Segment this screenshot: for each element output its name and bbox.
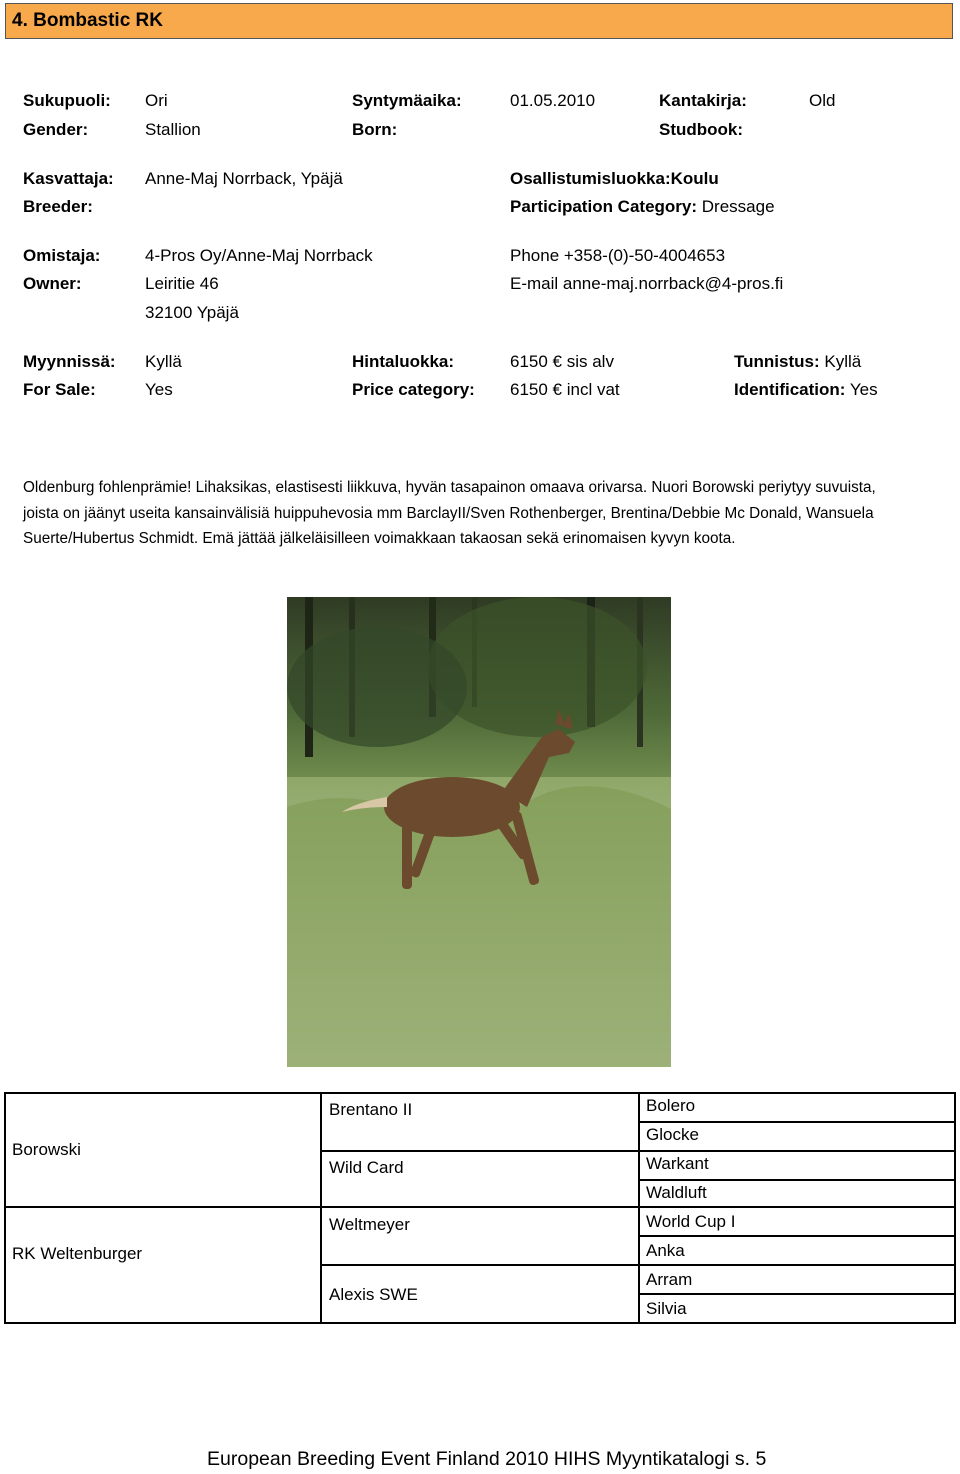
owner-line2: Leiritie 46: [145, 274, 219, 293]
description: Oldenburg fohlenprämie! Lihaksikas, elastisesti liikkuva, hyvän tasapainon omaava orivarsa. Nuori Borowski periytyy suvuista, joista on jäänyt useita kansainvälisiä huippuhevosia mm BarclayII/Sven Rothenberger, Brentina/Debbie Mc Donald, Wansuela Suerte/Hubertus Schmidt. Emä jättää jälkeläisilleen voimakkaan takaosan sekä erinomaisen kyvyn koota.: [23, 479, 876, 547]
studbook-fi-label: Kantakirja:: [659, 91, 747, 110]
id-fi-label: Tunnistus:: [734, 352, 820, 371]
category-fi: Osallistumisluokka:Koulu: [510, 169, 719, 188]
owner-line1: 4-Pros Oy/Anne-Maj Norrback: [145, 246, 373, 265]
pedigree-sire: Borowski: [12, 1140, 81, 1159]
pedigree-great-grandparent: Arram: [646, 1270, 693, 1289]
breeder-en-label: Breeder:: [23, 197, 93, 216]
id-fi: [734, 351, 861, 373]
category-en-label: Participation Category:: [510, 197, 698, 216]
pedigree-ggp-cell: [638, 1235, 956, 1266]
id-fi-value: Kyllä: [824, 352, 862, 371]
studbook-en-label: Studbook:: [659, 120, 744, 139]
page-footer: European Breeding Event Finland 2010 HIHS Myyntikatalogi s. 5: [207, 1448, 767, 1470]
phone: Phone +358-(0)-50-4004653: [510, 246, 726, 265]
category-en-value: Dressage: [701, 197, 775, 216]
pedigree-great-grandparent: Glocke: [646, 1125, 699, 1144]
studbook-value: Old: [809, 91, 836, 110]
sale-fi-label: Myynnissä:: [23, 352, 116, 371]
breeder-fi-label: Kasvattaja:: [23, 169, 114, 188]
owner-en-label: Owner:: [23, 274, 82, 293]
horse-photo: [287, 597, 671, 1067]
category-en: [510, 196, 775, 218]
pedigree-grandparent: Alexis SWE: [329, 1285, 418, 1304]
pedigree-great-grandparent: Anka: [646, 1241, 685, 1260]
pedigree-dam: RK Weltenburger: [12, 1244, 143, 1263]
born-en-label: Born:: [352, 120, 398, 139]
page-title: 4. Bombastic RK: [12, 10, 163, 31]
pedigree-dam-cell: [4, 1206, 322, 1324]
price-fi-label: Hintaluokka:: [352, 352, 455, 371]
pedigree-great-grandparent: Silvia: [646, 1299, 687, 1318]
horse-photo-graphic: [287, 597, 671, 1067]
born-value: 01.05.2010: [510, 91, 596, 110]
sale-en-label: For Sale:: [23, 380, 96, 399]
pedigree-grandparent: Brentano II: [329, 1100, 413, 1119]
pedigree-great-grandparent: Bolero: [646, 1096, 696, 1115]
owner-line3: 32100 Ypäjä: [145, 303, 239, 322]
pedigree-grandparent: Wild Card: [329, 1158, 404, 1177]
sex-fi-value: Ori: [145, 91, 168, 110]
breeder-value: Anne-Maj Norrback, Ypäjä: [145, 169, 343, 188]
price-fi-value: 6150 € sis alv: [510, 352, 614, 371]
id-en-label: Identification:: [734, 380, 846, 399]
sale-fi-value: Kyllä: [145, 352, 182, 371]
pedigree-grandparent: Weltmeyer: [329, 1215, 410, 1234]
id-en-value: Yes: [849, 380, 878, 399]
sex-en-label: Gender:: [23, 120, 89, 139]
born-fi-label: Syntymäaika:: [352, 91, 462, 110]
pedigree-great-grandparent: World Cup I: [646, 1212, 736, 1231]
sale-en-value: Yes: [145, 380, 173, 399]
sex-en-value: Stallion: [145, 120, 201, 139]
id-en: [734, 379, 878, 401]
header-bar: [5, 3, 953, 39]
pedigree-great-grandparent: Waldluft: [646, 1183, 707, 1202]
price-en-value: 6150 € incl vat: [510, 380, 620, 399]
owner-fi-label: Omistaja:: [23, 246, 101, 265]
pedigree-great-grandparent: Warkant: [646, 1154, 709, 1173]
email: E-mail anne-maj.norrback@4-pros.fi: [510, 274, 784, 293]
price-en-label: Price category:: [352, 380, 475, 399]
sex-fi-label: Sukupuoli:: [23, 91, 111, 110]
